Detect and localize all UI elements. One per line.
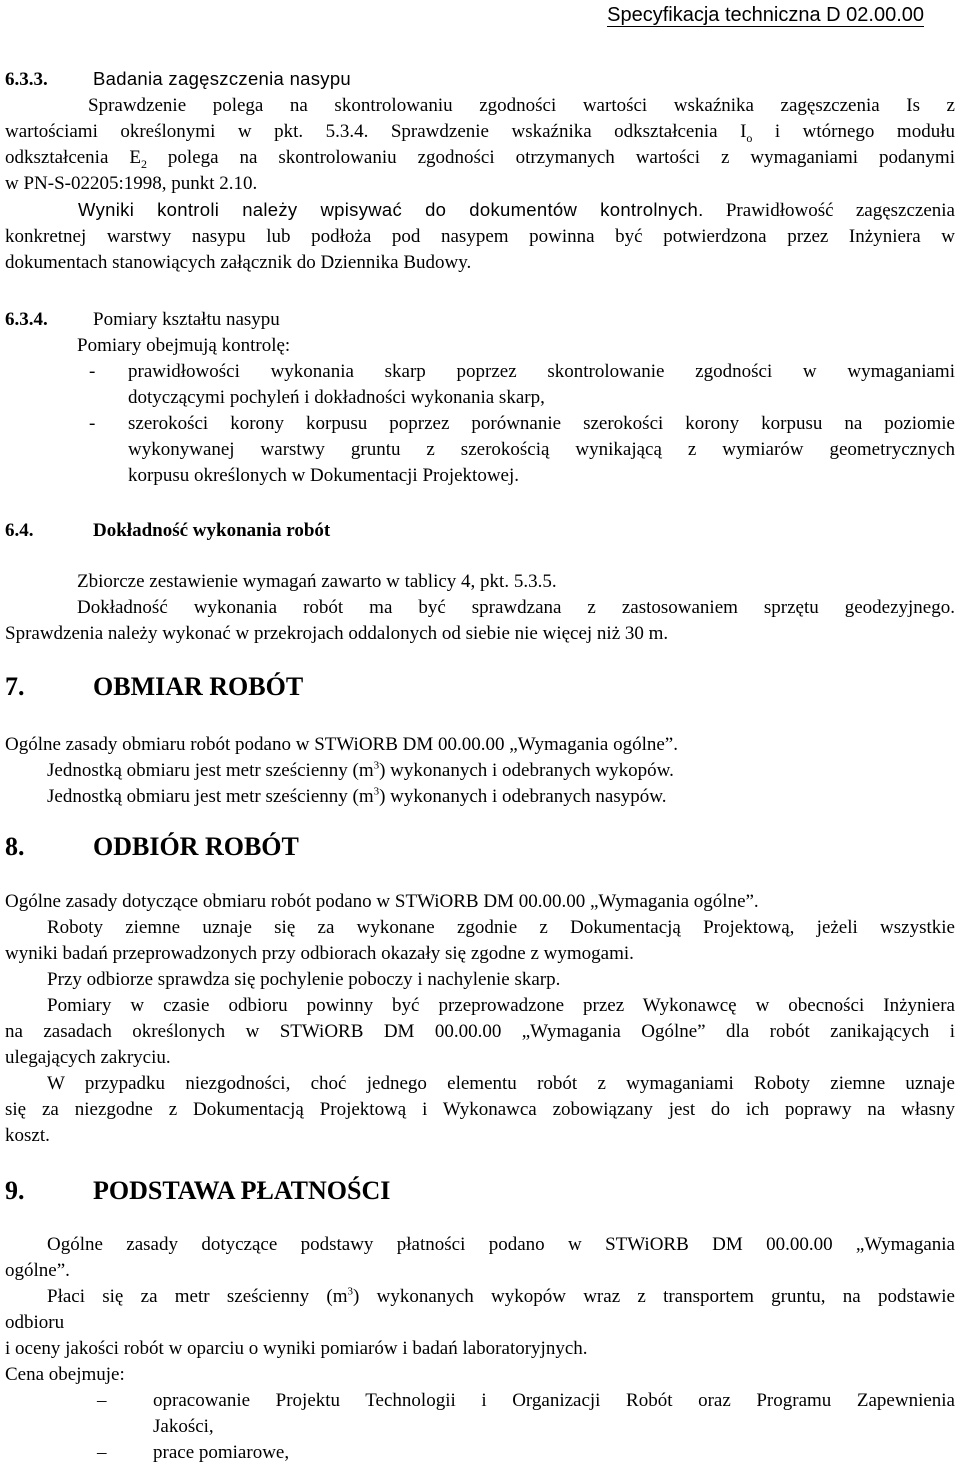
page-header (607, 4, 924, 27)
paragraph-line: Ogólne zasady dotyczące podstawy płatności podano w STWiORB DM 00.00.00 „Wymagania (47, 1234, 955, 1255)
section-title: Dokładność wykonania robót (93, 520, 331, 541)
paragraph-line: Wyniki kontroli należy wpisywać do dokumentów kontrolnych. Prawidłowość zagęszczenia (78, 199, 955, 221)
dash-bullet-icon: – (97, 1390, 107, 1411)
paragraph-line: się za niezgodne z Dokumentacją Projektową i Wykonawca zobowiązany jest do ich poprawy na własny (5, 1099, 955, 1120)
paragraph-line: ulegających zakryciu. (5, 1047, 171, 1068)
section-title: Badania zagęszczenia nasypu (93, 68, 352, 89)
paragraph-line: Dokładność wykonania robót ma być sprawdzana z zastosowaniem sprzętu geodezyjnego. (77, 597, 955, 618)
section-7-body (5, 732, 955, 810)
heading-section-8: 8. ODBIÓR ROBÓT (5, 832, 299, 861)
paragraph-line: Zbiorcze zestawienie wymagań zawarto w tablicy 4, pkt. 5.3.5. (77, 571, 557, 592)
section-6-4-body (5, 569, 955, 647)
paragraph-line: konkretnej warstwy nasypu lub podłoża pod nasypem powinna być potwierdzona przez Inżyniera w (5, 226, 955, 247)
paragraph-line: Ogólne zasady dotyczące obmiaru robót podano w STWiORB DM 00.00.00 „Wymagania ogólne”. (5, 891, 759, 912)
paragraph-line: na zasadach określonych w STWiORB DM 00.00.00 „Wymagania Ogólne” dla robót zanikających i (5, 1021, 955, 1042)
paragraph-line: odbioru (5, 1312, 65, 1333)
paragraph-line: Przy odbiorze sprawdza się pochylenie poboczy i nachylenie skarp. (47, 969, 561, 990)
dash-bullet-icon: – (97, 1442, 107, 1463)
header-text: Specyfikacja techniczna D 02.00.00 (607, 4, 924, 26)
bullet-item: – opracowanie Projektu Technologii i Organizacji Robót oraz Programu Zapewnienia Jakości, (97, 1390, 955, 1437)
paragraph-line: ogólne”. (5, 1260, 70, 1281)
paragraph-line: Cena obejmuje: (5, 1364, 125, 1385)
section-number: 6.4. (5, 520, 34, 541)
dash-item: - szerokości korony korpusu poprzez porównanie szerokości korony korpusu na poziomie wykonywanej warstwy gruntu z szerokością wynikającą z wymiarów geometrycznych korpusu określonych w Dokumentacji Projektowej. (89, 413, 955, 486)
paragraph-line: odkształcenia $E_2$ polega na skontrolowaniu zgodności otrzymanych wartości z wymaganiami podanymi (5, 147, 955, 171)
paragraph-line: Płaci się za metr sześcienny $(m^3)$ wykonanych wykopów wraz z transportem gruntu, na podstawie (47, 1285, 955, 1307)
paragraph-line: Ogólne zasady obmiaru robót podano w STWiORB DM 00.00.00 „Wymagania ogólne”. (5, 734, 678, 755)
paragraph-line: W przypadku niezgodności, choć jednego elementu robót z wymaganiami Roboty ziemne uznaje (47, 1073, 955, 1094)
paragraph-line: wyniki badań przeprowadzonych przy odbiorach okazały się zgodne z wymogami. (5, 943, 634, 964)
section-8-body (5, 889, 955, 1149)
section-number: 6.3.4. (5, 309, 48, 330)
heading-section-9: 9. PODSTAWA PŁATNOŚCI (5, 1176, 391, 1205)
section-title: Pomiary kształtu nasypu (93, 309, 280, 330)
paragraph-line: Roboty ziemne uznaje się za wykonane zgodnie z Dokumentacją Projektową, jeżeli wszystkie (47, 917, 955, 938)
paragraph-line: w PN-S-02205:1998, punkt 2.10. (5, 173, 258, 194)
paragraph-line: Sprawdzenie polega na skontrolowaniu zgodności wartości wskaźnika zagęszczenia Is z (88, 95, 955, 116)
paragraph-line: Sprawdzenia należy wykonać w przekrojach oddalonych od siebie nie więcej niż 30 m. (5, 623, 669, 644)
section-6-4 (5, 518, 955, 544)
bullet-item: – prace pomiarowe, (5, 1440, 955, 1466)
paragraph-line: Jednostką obmiaru jest metr sześcienny $(m^3)$ wykonanych i odebranych wykopów. (47, 759, 674, 781)
paragraph-line: i oceny jakości robót w oparciu o wyniki pomiarów i badań laboratoryjnych. (5, 1338, 588, 1359)
paragraph-line: koszt. (5, 1125, 50, 1146)
paragraph-line: Pomiary obejmują kontrolę: (77, 335, 291, 356)
section-6-3-3 (5, 66, 955, 276)
section-9-body (5, 1232, 955, 1466)
dash-item: - prawidłowości wykonania skarp poprzez skontrolowanie zgodności w wymaganiami dotyczącymi pochyleń i dokładności wykonania skarp, (89, 361, 955, 408)
paragraph-line: Jednostką obmiaru jest metr sześcienny $(m^3)$ wykonanych i odebranych nasypów. (47, 785, 667, 807)
paragraph-line: dokumentach stanowiących załącznik do Dziennika Budowy. (5, 252, 472, 273)
heading-section-7: 7. OBMIAR ROBÓT (5, 672, 304, 701)
section-6-3-4 (5, 307, 955, 489)
paragraph-line: wartościami określonymi w pkt. 5.3.4. Sprawdzenie wskaźnika odkształcenia $I_o$ i wtórnego modułu (5, 121, 955, 145)
section-number: 6.3.3. (5, 69, 48, 90)
paragraph-line: Pomiary w czasie odbioru powinny być przeprowadzone przez Wykonawcę w obecności Inżyniera (47, 995, 955, 1016)
